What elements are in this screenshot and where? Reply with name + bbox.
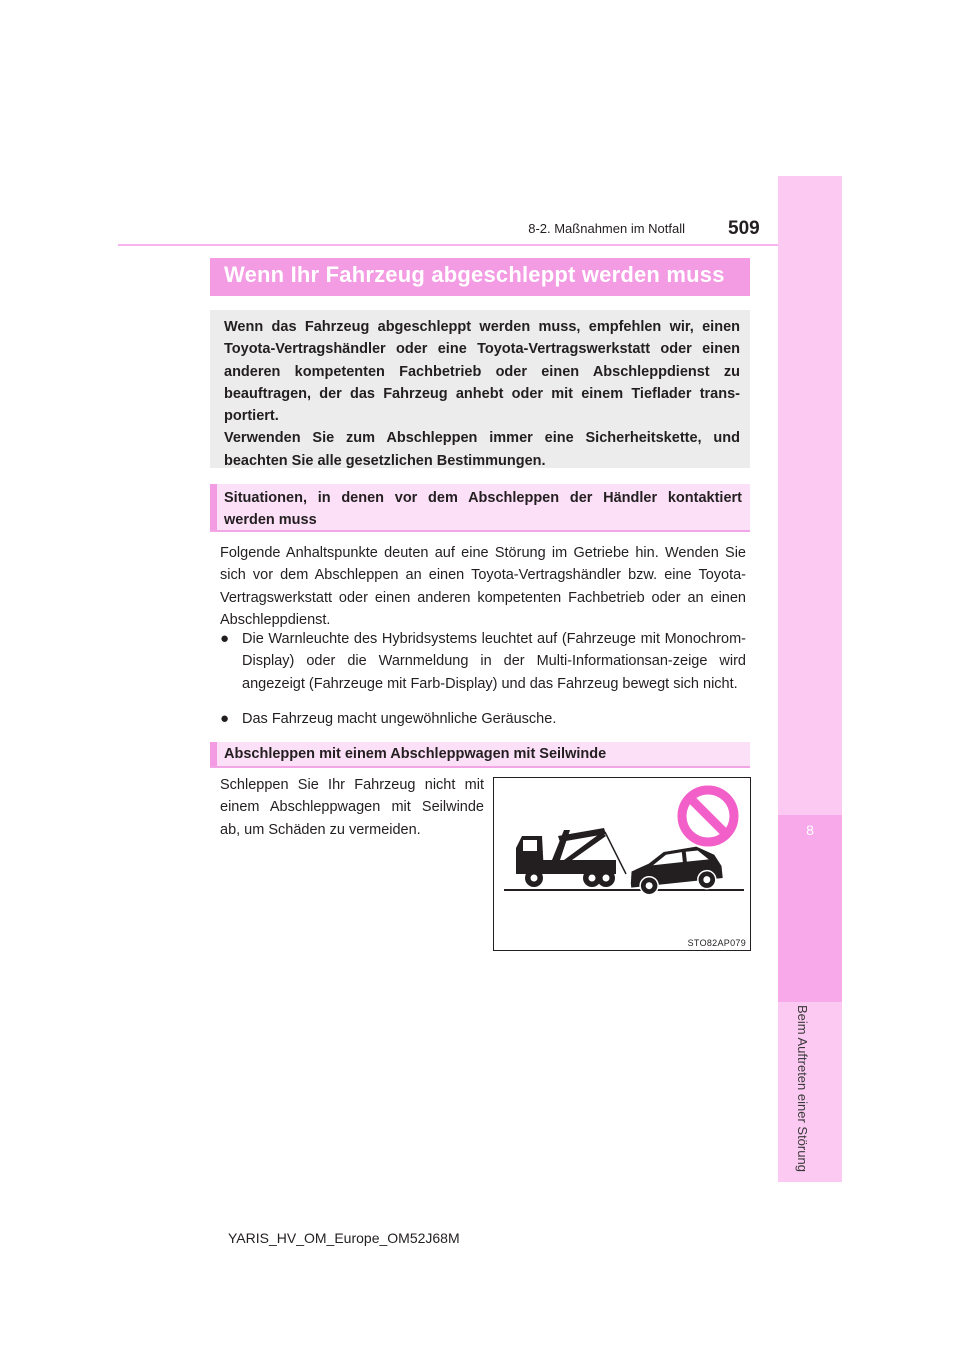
list-item-text: Das Fahrzeug macht ungewöhnliche Geräusche. (242, 711, 557, 727)
tow-truck-prohibited-icon (494, 778, 750, 950)
section-heading-text: Abschleppen mit einem Abschleppwagen mit Seilwinde (224, 746, 607, 762)
list-item-text: Die Warnleuchte des Hybridsystems leuchtet auf (Fahrzeuge mit Monochrom-Display) oder die Warnmeldung in der Multi-Informationsan-zeige wird angezeigt (Fahrzeuge mit Farb-Display) und das Fahrzeug bewegt sich nicht. (242, 631, 746, 692)
intro-paragraph-2: Verwenden Sie zum Abschleppen immer eine Sicherheitskette, und beachten Sie alle gesetzlichen Bestimmungen. (224, 430, 740, 469)
intro-text (224, 316, 740, 472)
page-number: 509 (728, 218, 760, 239)
chapter-tab[interactable] (778, 815, 842, 1002)
section-reference: 8-2. Maßnahmen im Notfall (528, 221, 685, 236)
bullet-icon: ● (220, 630, 230, 647)
heading-accent-bar (210, 742, 217, 766)
chapter-number: 8 (806, 822, 814, 838)
section-heading-dealer-contact (210, 484, 750, 532)
heading-accent-bar (210, 484, 217, 530)
section1-paragraph: Folgende Anhaltspunkte deuten auf eine Störung im Getriebe hin. Wenden Sie sich vor dem Abschleppen an einen Toyota-Vertragshändler bzw. eine Toyota-Vertragswerkstatt oder einen anderen kompetenten Fachbetrieb oder an einen Abschleppdienst. (220, 545, 746, 628)
document-footer: YARIS_HV_OM_Europe_OM52J68M (228, 1230, 460, 1246)
intro-paragraph-1: Wenn das Fahrzeug abgeschleppt werden muss, empfehlen wir, einen Toyota-Vertragshändler oder eine Toyota-Vertragswerkstatt oder einen anderen kompetenten Fachbetrieb oder einen Abschleppdienst zu beauftragen, der das Fahrzeug anhebt oder mit einem Tieflader trans-portiert. (224, 319, 740, 425)
tow-truck-illustration (493, 777, 751, 951)
section2-paragraph: Schleppen Sie Ihr Fahrzeug nicht mit einem Abschleppwagen mit Seilwinde ab, um Schäden zu vermeiden. (220, 777, 484, 838)
bullet-icon: ● (220, 710, 230, 727)
section-heading-text: Situationen, in denen vor dem Abschleppen der Händler kontaktiert werden muss (224, 490, 742, 529)
side-tab-strip (778, 176, 842, 1182)
header-rule (118, 244, 778, 246)
figure-code: STO82AP079 (687, 938, 746, 948)
chapter-title: Beim Auftreten einer Störung (795, 1005, 810, 1172)
section-heading-winch-towing (210, 742, 750, 768)
page-title: Wenn Ihr Fahrzeug abgeschleppt werden muss (224, 262, 725, 287)
